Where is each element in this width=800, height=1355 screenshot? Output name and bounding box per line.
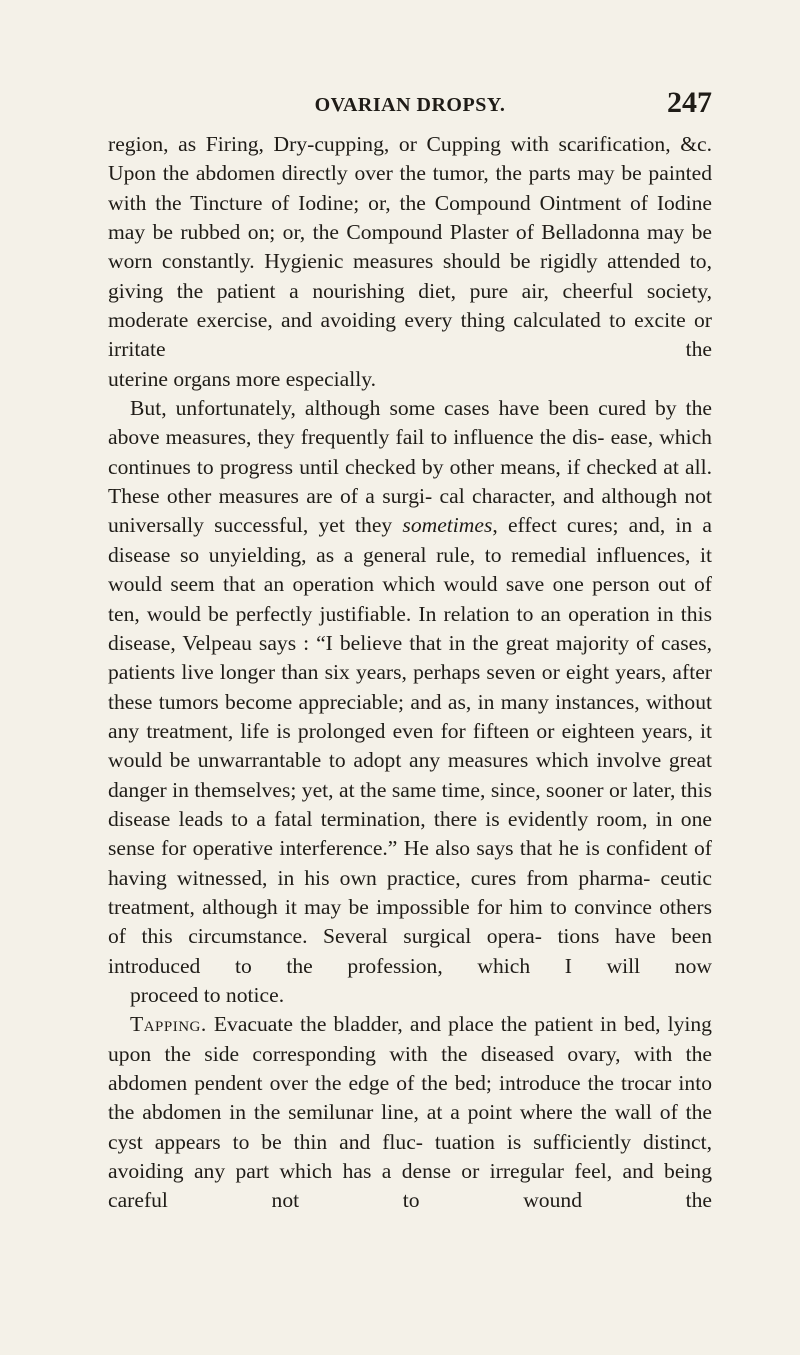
line: Plaster of Belladonna may be worn constantly. Hygienic [108,220,712,274]
line: patients live longer than six years, perhaps seven or eight [108,660,610,685]
line: measures should be rigidly attended to, giving the patient a [108,249,712,303]
line: But, unfortunately, although some cases have been cured by [130,396,677,421]
line: and avoiding every thing calculated to excite or irritate the [108,308,712,362]
page-number: 247 [667,86,712,119]
line: at the same time, since, sooner or later, this disease leads to [108,777,712,831]
book-page [108,86,712,1216]
line: instances, without any treatment, life is prolonged even for [108,689,713,743]
body-text [108,130,712,1216]
line: general rule, to remedial influences, it would seem that an [108,542,712,597]
line: bed, lying upon the side corresponding with the diseased [108,1012,712,1066]
line: nourishing diet, pure air, cheerful society, moderate exercise, [108,278,713,333]
line: years, after these tumors become appreciable; and as, in many [108,660,712,714]
line: operation which would save one person out of ten, would be [108,572,712,626]
line: convince others of this circumstance. Several surgical opera- [108,894,712,949]
line: ovary, with the abdomen pendent over the edge of the bed; [108,1041,713,1095]
emphasis-sometimes: sometimes [402,513,493,538]
line-last: uterine organs more especially. [108,366,377,391]
line: any measures which involve great danger in themselves; yet, [108,748,712,802]
line: tions have been introduced to the profession, which I will now [108,924,712,978]
line: a point where the wall of the cyst appears to be thin and fluc- [108,1100,712,1154]
line: ceutic treatment, although it may be impossible for him to [108,865,713,919]
paragraph-2 [108,394,712,1010]
line: the above measures, they frequently fail to influence the dis- [108,396,712,450]
paragraph-3 [108,1010,712,1215]
line: fifteen or eighteen years, it would be unwarrantable to adopt [108,718,712,773]
line: cal character, and although not universally successful, yet they [108,484,712,538]
line: operative interference.” He also says that he is confident of [192,836,712,861]
line: Ointment of Iodine may be rubbed on; or, the Compound [108,190,712,245]
line: region, as Firing, Dry-cupping, or Cupping with scarification, [108,132,671,156]
line: tuation is sufficiently distinct, avoiding any part which has a [108,1129,712,1184]
paragraph-1 [108,130,712,394]
running-head [108,86,712,130]
line: a fatal termination, there is evidently room, in one sense for [108,806,712,861]
line: having witnessed, in his own practice, cures from pharma- [108,865,651,890]
line: , effect cures; and, in a disease so unyielding, as a [108,513,712,567]
line-last: proceed to notice. [130,982,285,1007]
line: perfectly justifiable. In relation to an operation in this disease, [108,601,712,655]
section-heading-tapping: Tapping. [130,1012,207,1037]
line: ease, which continues to progress until checked by other [108,425,712,479]
line: means, if checked at all. These other measures are of a surgi- [108,454,712,509]
line: Evacuate the bladder, and place the patient in [206,1012,617,1037]
line: introduce the trocar into the abdomen in the semilunar line, at [108,1071,713,1125]
running-head-title: OVARIAN DROPSY. [314,94,506,116]
line: &c. Upon the abdomen directly over the tumor, the parts may [108,132,712,186]
line: Velpeau says : “I believe that in the great majority of cases, [182,630,712,655]
line: dense or irregular feel, and being careful not to wound the [108,1159,713,1213]
line: be painted with the Tincture of Iodine; or, the Compound [108,161,712,215]
